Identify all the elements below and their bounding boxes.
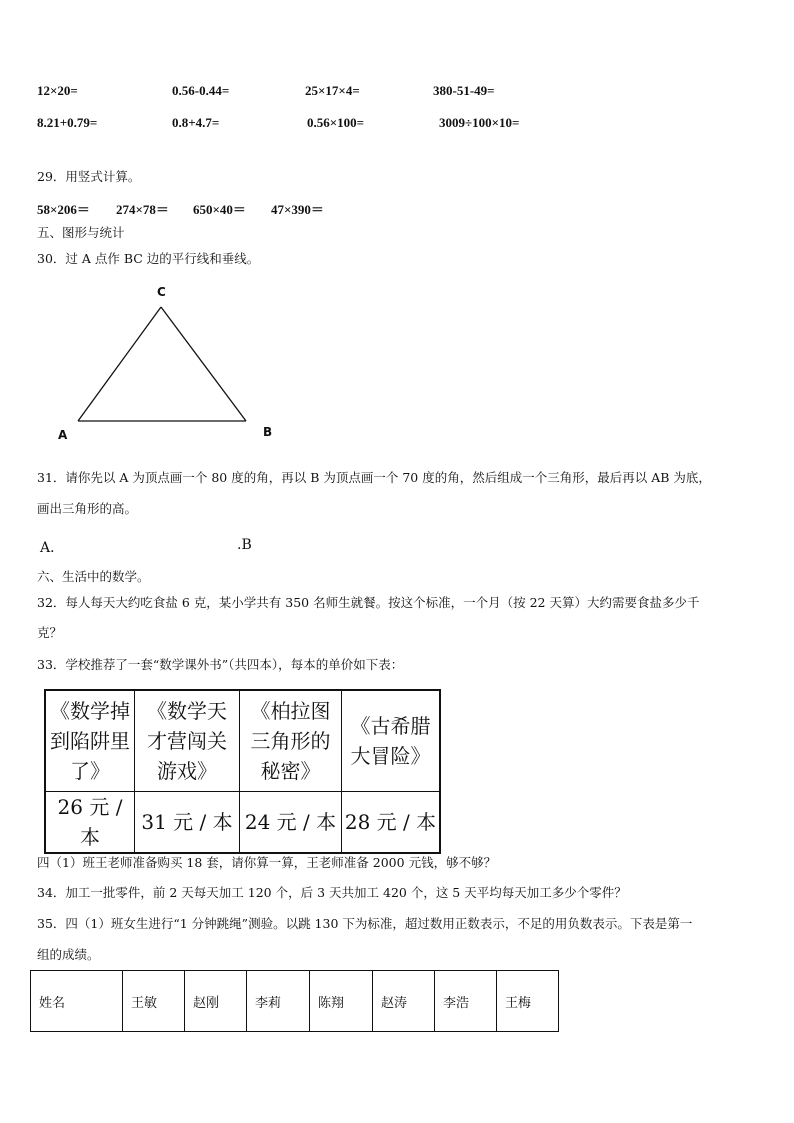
oral-calc-item: 3009÷100×10= xyxy=(439,115,520,130)
book-price-table xyxy=(44,689,441,854)
book-price-cell: 31 元 / 本 xyxy=(135,792,240,854)
oral-calc-item: 25×17×4= xyxy=(305,83,360,98)
vertex-label-c: C xyxy=(157,285,166,299)
triangle-abc-figure xyxy=(0,0,794,460)
score-header-cell: 李莉 xyxy=(247,971,310,1032)
oral-calc-item: 8.21+0.79= xyxy=(37,115,98,130)
vertical-calc-item: 650×40＝ xyxy=(193,202,246,217)
oral-calc-item: 0.8+4.7= xyxy=(172,115,220,130)
oral-calc-item: 0.56×100= xyxy=(307,115,365,130)
vertex-label-b: B xyxy=(263,425,273,439)
question-35-line-1: 35．四（1）班女生进行“1 分钟跳绳”测验。以跳 130 下为标准，超过数用正数表示，不足的用负数表示。下表是第一 xyxy=(37,916,693,931)
book-name-cell: 《数学天才营闯关游戏》 xyxy=(147,699,227,783)
jump-rope-score-table xyxy=(30,970,559,1032)
question-29-title: 29．用竖式计算。 xyxy=(37,169,141,184)
book-name-cell: 《古希腊大冒险》 xyxy=(350,714,431,768)
question-30-title: 30．过 A 点作 BC 边的平行线和垂线。 xyxy=(37,251,260,266)
book-name-cell: 《数学掉到陷阱里了》 xyxy=(50,699,130,783)
score-header-cell: 赵刚 xyxy=(185,971,247,1032)
score-header-cell: 李浩 xyxy=(435,971,497,1032)
vertex-label-a: A xyxy=(58,428,68,442)
oral-calc-item: 380-51-49= xyxy=(433,83,495,98)
question-35-line-2: 组的成绩。 xyxy=(37,947,100,962)
book-name-cell: 《柏拉图三角形的秘密》 xyxy=(250,699,331,783)
book-price-cell: 26 元 / 本 xyxy=(45,792,135,854)
section-5-title: 五、图形与统计 xyxy=(37,225,125,240)
book-price-cell: 28 元 / 本 xyxy=(342,792,441,854)
question-31-line-2: 画出三角形的高。 xyxy=(37,501,138,516)
book-price-cell: 24 元 / 本 xyxy=(240,792,342,854)
vertical-calc-item: 274×78＝ xyxy=(116,202,169,217)
section-6-title: 六、生活中的数学。 xyxy=(37,569,150,584)
question-32-line-1: 32．每人每天大约吃食盐 6 克，某小学共有 350 名师生就餐。按这个标准，一个月（按 22 天算）大约需要食盐多少千 xyxy=(37,595,700,610)
triangle-side-cb xyxy=(161,307,246,421)
point-b-label: .B xyxy=(237,537,252,553)
score-header-cell: 王梅 xyxy=(497,971,559,1032)
question-31-line-1: 31．请你先以 A 为顶点画一个 80 度的角，再以 B 为顶点画一个 70 度的角，然后组成一个三角形，最后再以 AB 为底， xyxy=(37,470,711,485)
vertical-calc-item: 58×206＝ xyxy=(37,202,90,217)
score-header-cell: 王敏 xyxy=(123,971,185,1032)
question-32-line-2: 克？ xyxy=(37,625,63,640)
question-33-question: 四（1）班王老师准备购买 18 套，请你算一算，王老师准备 2000 元钱，够不够？ xyxy=(37,855,497,870)
question-33-title: 33．学校推荐了一套“数学课外书”（共四本），每本的单价如下表： xyxy=(37,657,404,672)
score-header-cell: 姓名 xyxy=(31,971,123,1032)
triangle-side-ca xyxy=(78,307,161,421)
question-34-text: 34．加工一批零件，前 2 天每天加工 120 个，后 3 天共加工 420 个，这 5 天平均每天加工多少个零件？ xyxy=(37,885,627,900)
oral-calc-item: 12×20= xyxy=(37,83,78,98)
score-header-cell: 陈翔 xyxy=(310,971,373,1032)
oral-calc-item: 0.56-0.44= xyxy=(172,83,230,98)
point-a-label: A． xyxy=(40,540,65,556)
score-header-cell: 赵涛 xyxy=(373,971,435,1032)
vertical-calc-item: 47×390＝ xyxy=(271,202,324,217)
